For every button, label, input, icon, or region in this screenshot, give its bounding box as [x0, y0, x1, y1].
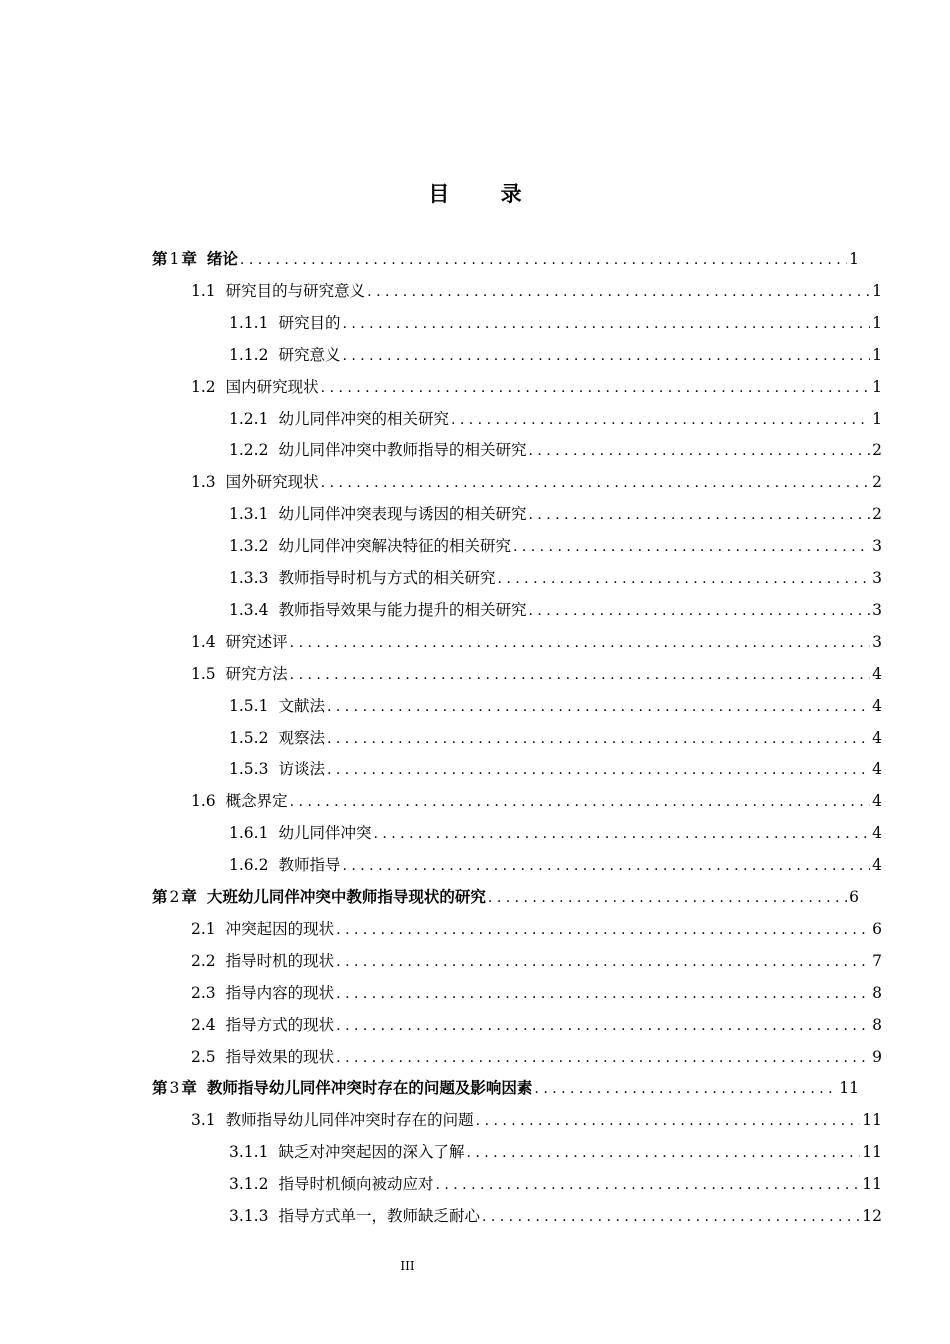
entry-page-number: 4 — [872, 728, 882, 747]
entry-title: 研究述评 — [225, 632, 288, 651]
entry-page-number: 3 — [872, 632, 882, 651]
toc-entry-label — [229, 850, 340, 880]
entry-title: 大班幼儿同伴冲突中教师指导现状的研究 — [206, 888, 486, 906]
dot-leader — [240, 245, 847, 275]
chapter-suffix: 章 — [181, 1079, 197, 1098]
entry-title: 指导内容的现状 — [225, 983, 335, 1002]
section-number: 2.3 — [191, 983, 216, 1002]
entry-title: 幼儿同伴冲突 — [278, 824, 372, 843]
entry-page-number: 4 — [872, 824, 882, 843]
toc-entry-label — [191, 946, 334, 976]
chapter-prefix: 第 — [152, 888, 168, 906]
toc-entry-label — [191, 276, 365, 306]
section-number: 2.4 — [191, 1015, 216, 1034]
entry-page-number: 4 — [872, 760, 882, 779]
toc-section-entry[interactable] — [191, 946, 882, 976]
toc-entry-label — [229, 1137, 464, 1167]
dot-leader — [290, 660, 870, 690]
dot-leader — [342, 851, 870, 881]
toc-subsection-entry[interactable] — [229, 723, 882, 753]
toc-entry-label — [191, 914, 334, 944]
toc-section-entry[interactable] — [191, 978, 882, 1008]
dot-leader — [528, 436, 870, 466]
toc-section-entry[interactable] — [191, 467, 882, 497]
section-number: 1.5.2 — [229, 728, 269, 747]
toc-section-entry[interactable] — [191, 372, 882, 402]
entry-page-number: 3 — [872, 537, 882, 556]
section-number: 1.5.1 — [229, 696, 269, 715]
section-number: 2.1 — [191, 919, 216, 938]
section-number: 1.4 — [191, 632, 216, 651]
toc-section-entry[interactable] — [191, 1010, 882, 1040]
entry-page-number: 4 — [872, 792, 882, 811]
toc-chapter-entry[interactable] — [152, 1073, 859, 1103]
toc-subsection-entry[interactable] — [229, 754, 882, 784]
chapter-prefix: 第 — [152, 250, 168, 268]
section-number: 1.3.1 — [229, 505, 269, 524]
entry-title: 研究方法 — [225, 664, 288, 683]
entry-page-number: 2 — [872, 505, 882, 524]
toc-entry-label — [229, 340, 340, 370]
dot-leader — [373, 819, 870, 849]
dot-leader — [327, 755, 870, 785]
toc-entry-label — [191, 1010, 334, 1040]
section-number: 3.1.2 — [229, 1175, 269, 1194]
dot-leader — [342, 341, 870, 371]
dot-leader — [528, 500, 870, 530]
dot-leader — [497, 564, 870, 594]
toc-entry-label — [229, 308, 340, 338]
toc-subsection-entry[interactable] — [229, 1169, 882, 1199]
entry-title: 指导方式单一，教师缺乏耐心 — [278, 1207, 480, 1225]
section-number: 3.1.3 — [229, 1207, 269, 1225]
toc-entry-label — [229, 1201, 480, 1231]
entry-title: 概念界定 — [225, 792, 288, 811]
entry-page-number: 1 — [872, 313, 882, 332]
section-number: 1.6 — [191, 792, 216, 811]
toc-entry-label — [229, 595, 526, 625]
section-number: 1.2.2 — [229, 441, 269, 460]
entry-title: 指导时机倾向被动应对 — [278, 1175, 434, 1194]
dot-leader — [290, 787, 870, 817]
dot-leader — [290, 628, 870, 658]
toc-subsection-entry[interactable] — [229, 531, 882, 561]
entry-title: 教师指导时机与方式的相关研究 — [278, 569, 496, 587]
entry-title: 教师指导效果与能力提升的相关研究 — [278, 600, 527, 619]
entry-page-number: 3 — [872, 569, 882, 587]
toc-entry-label — [229, 691, 325, 721]
entry-title: 国外研究现状 — [225, 473, 319, 492]
toc-entry-label — [191, 467, 319, 497]
dot-leader — [321, 373, 870, 403]
section-number: 1.2.1 — [229, 409, 269, 428]
toc-entry-label — [152, 244, 238, 274]
dot-leader — [367, 277, 870, 307]
section-number: 3.1.1 — [229, 1143, 269, 1162]
entry-title: 研究目的 — [278, 313, 341, 332]
entry-page-number: 7 — [872, 951, 882, 970]
entry-page-number: 4 — [872, 696, 882, 715]
toc-subsection-entry[interactable] — [229, 1201, 882, 1231]
dot-leader — [336, 915, 870, 945]
entry-title: 研究目的与研究意义 — [225, 281, 366, 300]
entry-page-number: 12 — [862, 1207, 882, 1225]
entry-page-number: 1 — [872, 281, 882, 300]
chapter-number: 1 — [169, 250, 180, 268]
dot-leader — [482, 1202, 860, 1232]
dot-leader — [342, 309, 870, 339]
entry-title: 指导效果的现状 — [225, 1047, 335, 1066]
entry-title: 冲突起因的现状 — [225, 919, 335, 938]
entry-page-number: 4 — [872, 856, 882, 875]
toc-subsection-entry[interactable] — [229, 435, 882, 465]
entry-title: 缺乏对冲突起因的深入了解 — [278, 1143, 465, 1162]
section-number: 1.5 — [191, 664, 216, 683]
toc-subsection-entry[interactable] — [229, 563, 882, 593]
toc-section-entry[interactable] — [191, 786, 882, 816]
entry-title: 绪论 — [206, 250, 238, 268]
toc-entry-label — [229, 499, 526, 529]
toc-subsection-entry[interactable] — [229, 340, 882, 370]
toc-chapter-entry[interactable] — [152, 882, 859, 912]
entry-title: 研究意义 — [278, 345, 341, 364]
entry-page-number: 1 — [872, 377, 882, 396]
dot-leader — [528, 596, 870, 626]
toc-entry-label — [191, 627, 288, 657]
toc-section-entry[interactable] — [191, 659, 882, 689]
section-number: 3.1 — [191, 1111, 216, 1130]
dot-leader — [451, 405, 870, 435]
chapter-suffix: 章 — [181, 888, 197, 906]
entry-title: 教师指导幼儿同伴冲突时存在的问题及影响因素 — [206, 1079, 533, 1098]
section-number: 1.3.2 — [229, 537, 269, 556]
toc-entry-label — [229, 531, 511, 561]
entry-page-number: 3 — [872, 600, 882, 619]
entry-page-number: 2 — [872, 473, 882, 492]
toc-entry-label — [229, 404, 449, 434]
toc-subsection-entry[interactable] — [229, 595, 882, 625]
chapter-suffix: 章 — [181, 250, 197, 268]
toc-entry-label — [191, 786, 288, 816]
dot-leader — [336, 979, 870, 1009]
toc-section-entry[interactable] — [191, 914, 882, 944]
dot-leader — [435, 1170, 860, 1200]
entry-title: 观察法 — [278, 728, 325, 747]
toc-subsection-entry[interactable] — [229, 499, 882, 529]
toc-subsection-entry[interactable] — [229, 850, 882, 880]
chapter-number: 2 — [169, 888, 180, 906]
toc-subsection-entry[interactable] — [229, 691, 882, 721]
entry-page-number: 1 — [872, 409, 882, 428]
entry-title: 文献法 — [278, 696, 325, 715]
dot-leader — [336, 1043, 870, 1073]
section-number: 1.1.1 — [229, 313, 269, 332]
entry-page-number: 11 — [839, 1079, 859, 1098]
dot-leader — [534, 1074, 837, 1104]
entry-page-number: 1 — [872, 345, 882, 364]
toc-subsection-entry[interactable] — [229, 818, 882, 848]
entry-page-number: 11 — [862, 1111, 882, 1130]
toc-subsection-entry[interactable] — [229, 404, 882, 434]
entry-title: 访谈法 — [278, 760, 325, 779]
section-number: 1.1.2 — [229, 345, 269, 364]
section-number: 1.3 — [191, 473, 216, 492]
entry-page-number: 6 — [849, 888, 859, 906]
section-number: 1.3.4 — [229, 600, 269, 619]
toc-section-entry[interactable] — [191, 627, 882, 657]
toc-entry-label — [191, 659, 288, 689]
dot-leader — [476, 1106, 861, 1136]
entry-page-number: 11 — [862, 1175, 882, 1194]
toc-entry-label — [152, 1073, 532, 1103]
section-number: 2.5 — [191, 1047, 216, 1066]
entry-title: 教师指导幼儿同伴冲突时存在的问题 — [225, 1111, 474, 1130]
toc-entry-label — [191, 1042, 334, 1072]
entry-page-number: 8 — [872, 1015, 882, 1034]
toc-entry-label — [152, 882, 486, 912]
entry-page-number: 4 — [872, 664, 882, 683]
entry-page-number: 6 — [872, 919, 882, 938]
section-number: 1.3.3 — [229, 569, 269, 587]
entry-page-number: 9 — [872, 1047, 882, 1066]
chapter-number: 3 — [169, 1079, 180, 1098]
entry-title: 幼儿同伴冲突中教师指导的相关研究 — [278, 441, 527, 460]
section-number: 1.2 — [191, 377, 216, 396]
toc-entry-label — [191, 978, 334, 1008]
entry-page-number: 8 — [872, 983, 882, 1002]
entry-page-number: 11 — [862, 1143, 882, 1162]
entry-title: 指导时机的现状 — [225, 951, 335, 970]
entry-page-number: 2 — [872, 441, 882, 460]
entry-title: 国内研究现状 — [225, 377, 319, 396]
dot-leader — [466, 1138, 860, 1168]
toc-entry-label — [229, 435, 526, 465]
dot-leader — [327, 692, 870, 722]
toc-section-entry[interactable] — [191, 1105, 882, 1135]
dot-leader — [488, 883, 847, 913]
chapter-prefix: 第 — [152, 1079, 168, 1098]
section-number: 2.2 — [191, 951, 216, 970]
entry-page-number: 1 — [849, 250, 859, 268]
toc-chapter-entry[interactable] — [152, 244, 859, 274]
entry-title: 幼儿同伴冲突的相关研究 — [278, 409, 449, 428]
toc-entry-label — [229, 563, 495, 593]
toc-title: 目 录 — [428, 182, 544, 206]
dot-leader — [513, 532, 870, 562]
toc-entry-label — [229, 723, 325, 753]
toc-entry-label — [191, 1105, 474, 1135]
entry-title: 幼儿同伴冲突表现与诱因的相关研究 — [278, 505, 527, 524]
toc-subsection-entry[interactable] — [229, 1137, 882, 1167]
dot-leader — [336, 947, 870, 977]
toc-subsection-entry[interactable] — [229, 308, 882, 338]
toc-entry-label — [229, 1169, 433, 1199]
toc-section-entry[interactable] — [191, 1042, 882, 1072]
toc-section-entry[interactable] — [191, 276, 882, 306]
section-number: 1.6.2 — [229, 856, 269, 875]
section-number: 1.5.3 — [229, 760, 269, 779]
toc-entry-label — [229, 818, 371, 848]
dot-leader — [321, 468, 870, 498]
entry-title: 指导方式的现状 — [225, 1015, 335, 1034]
dot-leader — [327, 724, 870, 754]
dot-leader — [336, 1011, 870, 1041]
toc-entry-label — [229, 754, 325, 784]
entry-title: 教师指导 — [278, 856, 341, 875]
toc-entry-label — [191, 372, 319, 402]
section-number: 1.6.1 — [229, 824, 269, 843]
entry-title: 幼儿同伴冲突解决特征的相关研究 — [278, 537, 511, 556]
section-number: 1.1 — [191, 281, 216, 300]
page-number: III — [400, 1259, 415, 1273]
